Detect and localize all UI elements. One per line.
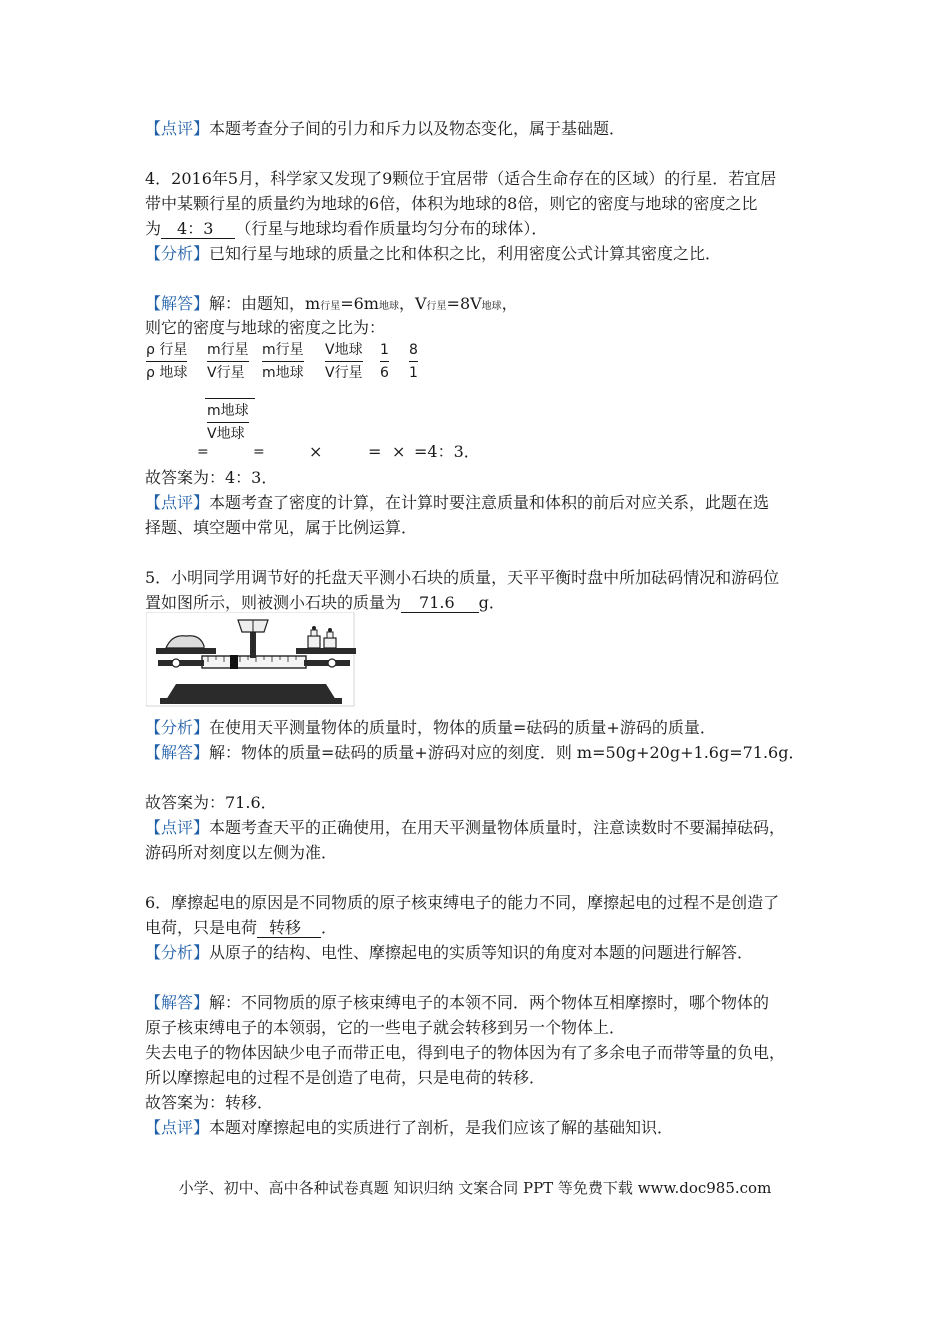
q4-analysis: 【分析】已知行星与地球的质量之比和体积之比，利用密度公式计算其密度之比．: [145, 244, 722, 263]
q4-stem-line-2: 带中某颗行星的质量约为地球的6倍，体积为地球的8倍，则它的密度与地球的密度之比: [145, 194, 758, 213]
q4-comment: 【点评】本题考查了密度的计算，在计算时要注意质量和体积的前后对应关系，此题在选: [145, 493, 770, 512]
q4-answer: 4：3: [161, 220, 235, 239]
eq-sign-1: =: [197, 444, 209, 460]
tag-jieda: 【解答】: [145, 294, 210, 313]
q6-solution-line-3: 失去电子的物体因缺少电子而带正电，得到电子的物体因为有了多余电子而带等量的负电，: [145, 1043, 786, 1062]
q4-stem-line-3: 为 4：3 （行星与地球均看作质量均匀分布的球体）．: [145, 219, 548, 238]
tag-dianping: 【点评】: [145, 818, 210, 837]
q5-comment-line-2: 游码所对刻度以左侧为准．: [145, 843, 338, 862]
q6-solution-line-2: 原子核束缚电子的本领弱，它的一些电子就会转移到另一个物体上．: [145, 1018, 626, 1037]
frac-m-over-v-earth: m地球 V地球: [207, 403, 249, 442]
tag-dianping: 【点评】: [145, 119, 210, 138]
q6-final-answer: 故答案为：转移．: [145, 1093, 274, 1112]
tag-dianping: 【点评】: [145, 1118, 210, 1137]
q4-stem-line-1: 4．2016年5月，科学家又发现了9颗位于宜居带（适合生命存在的区域）的行星．若宜居: [145, 169, 777, 188]
frac-main-bar: [205, 398, 255, 399]
eq-tail: =4：3．: [414, 442, 480, 461]
q5-analysis: 【分析】在使用天平测量物体的质量时，物体的质量=砝码的质量+游码的质量．: [145, 718, 716, 737]
frac-1-over-6: $\frac{1}{6}$: [380, 342, 389, 381]
tag-fenxi: 【分析】: [145, 244, 210, 263]
q5-solution: 【解答】解：物体的质量=砝码的质量+游码对应的刻度．则 m=50g+20g+1.6g=71.6g．: [145, 743, 805, 762]
frac-8-over-1: $\frac{8}{1}$: [409, 342, 418, 381]
q6-answer: 转移: [257, 919, 321, 938]
q5-final-answer: 故答案为：71.6．: [145, 793, 277, 812]
times-sign-2: ×: [392, 442, 406, 461]
q5-answer: 71.6: [401, 594, 479, 613]
tag-fenxi: 【分析】: [145, 943, 210, 962]
q4-final-answer: 故答案为：4：3．: [145, 468, 278, 487]
q6-solution: 【解答】解：不同物质的原子核束缚电子的本领不同．两个物体互相摩擦时，哪个物体的: [145, 993, 770, 1012]
comment-q3: [145, 117, 625, 141]
q4-ratio-intro: 则它的密度与地球的密度之比为：: [145, 318, 386, 337]
eq-sign-3: =: [368, 442, 382, 461]
q4-comment-line-2: 择题、填空题中常见，属于比例运算．: [145, 518, 418, 537]
comment-text: 本题考查分子间的引力和斥力以及物态变化，属于基础题．: [209, 119, 626, 138]
frac-m-planet-over-earth: m行星 m地球: [262, 342, 304, 381]
q5-stem-line-1: 5．小明同学用调节好的托盘天平测小石块的质量，天平平衡时盘中所加砝码情况和游码位: [145, 568, 780, 587]
tag-jieda: 【解答】: [145, 743, 210, 762]
q6-analysis: 【分析】从原子的结构、电性、摩擦起电的实质等知识的角度对本题的问题进行解答．: [145, 943, 754, 962]
frac-rho: ρ 行星 ρ 地球: [146, 342, 188, 381]
eq-sign-2: =: [253, 444, 265, 460]
q6-comment: 【点评】本题对摩擦起电的实质进行了剖析，是我们应该了解的基础知识．: [145, 1118, 674, 1137]
page-footer: 小学、初中、高中各种试卷真题 知识归纳 文案合同 PPT 等免费下载 www.doc985.com: [178, 1179, 772, 1197]
tag-jieda: 【解答】: [145, 993, 210, 1012]
frac-m-over-v-planet: m行星 V行星: [207, 342, 249, 381]
q4-solution: 【解答】解：由题知，m行星=6m地球，V行星=8V地球，: [145, 294, 518, 313]
q5-stem-line-2: 置如图所示，则被测小石块的质量为 71.6 g．: [145, 593, 505, 612]
q6-stem-line-1: 6．摩擦起电的原因是不同物质的原子核束缚电子的能力不同，摩擦起电的过程不是创造了: [145, 893, 780, 912]
q5-comment: 【点评】本题考查天平的正确使用，在用天平测量物体质量时，注意读数时不要漏掉砝码，: [145, 818, 786, 837]
q6-solution-line-4: 所以摩擦起电的过程不是创造了电荷，只是电荷的转移．: [145, 1068, 546, 1087]
q6-stem-line-2: 电荷，只是电荷 转移 ．: [145, 918, 338, 937]
tag-dianping: 【点评】: [145, 493, 210, 512]
times-sign-1: ×: [309, 442, 323, 461]
balance-scale-illustration: [146, 612, 356, 708]
frac-v-earth-over-planet: V地球 V行星: [325, 342, 363, 381]
tag-fenxi: 【分析】: [145, 718, 210, 737]
